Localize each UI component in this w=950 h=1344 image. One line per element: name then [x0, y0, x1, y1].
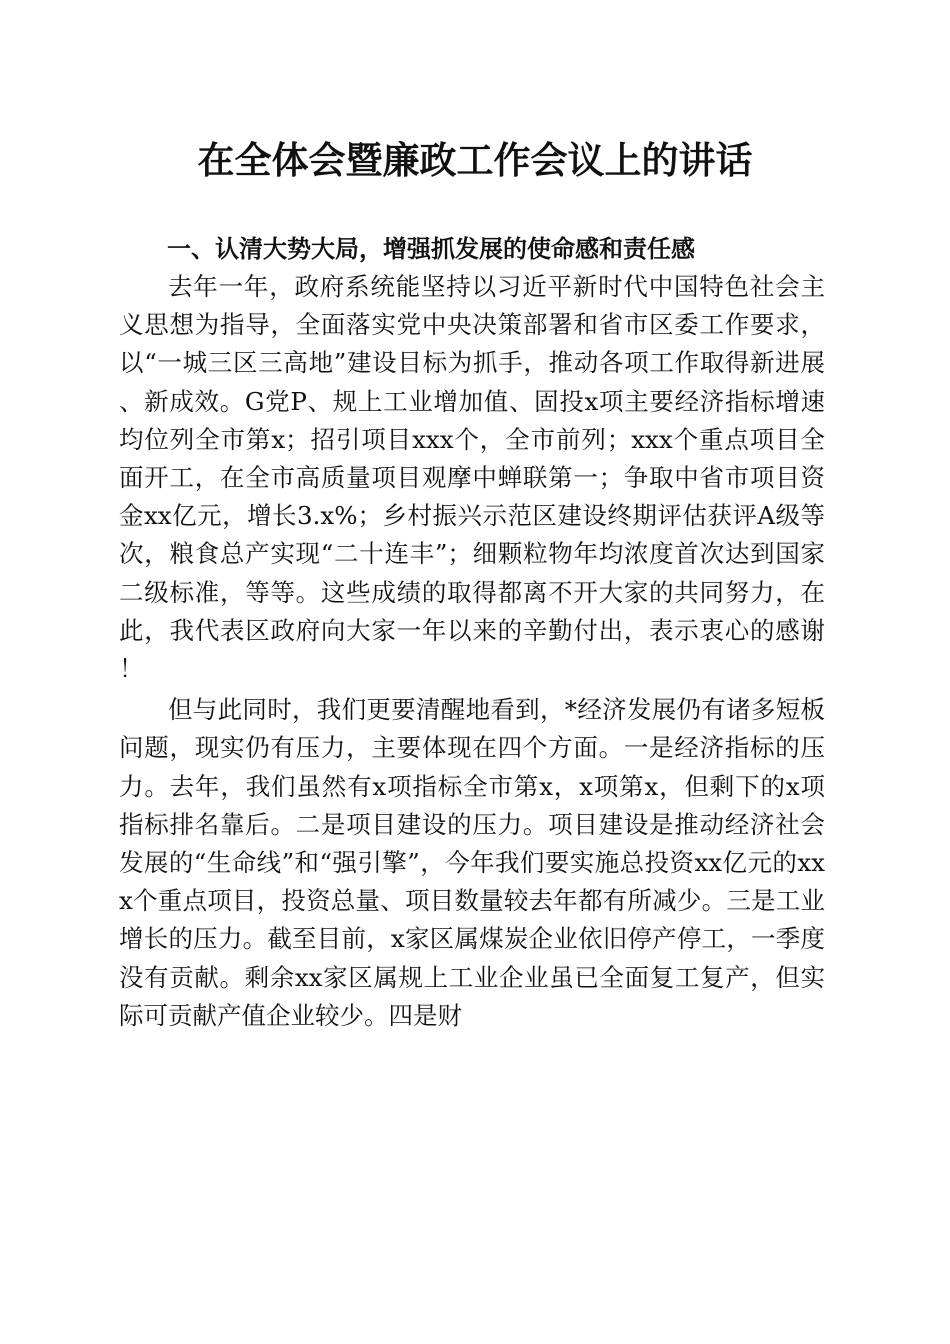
document-body: [119, 230, 825, 1035]
document-title: 在全体会暨廉政工作会议上的讲话: [197, 138, 753, 182]
body-paragraph-2: 但与此同时，我们更要清醒地看到，*经济发展仍有诸多短板问题，现实仍有压力，主要体现在四个方面。一是经济指标的压力。去年，我们虽然有x项指标全市第x，x项第x，但剩下的x项指标排名靠后。二是项目建设的压力。项目建设是推动经济社会发展的“生命线”和“强引擎”，今年我们要实施总投资xx亿元的xxx个重点项目，投资总量、项目数量较去年都有所减少。三是工业增长的压力。截至目前，x家区属煤炭企业依旧停产停工，一季度没有贡献。剩余xx家区属规上工业企业虽已全面复工复产，但实际可贡献产值企业较少。四是财: [119, 695, 825, 1030]
body-paragraph-1: 去年一年，政府系统能坚持以习近平新时代中国特色社会主义思想为指导，全面落实党中央决策部署和省市区委工作要求，以“一城三区三高地”建设目标为抓手，推动各项工作取得新进展、新成效。G党P、规上工业增加值、固投x项主要经济指标增速均位列全市第x；招引项目xxx个，全市前列；xxx个重点项目全面开工，在全市高质量项目观摩中蝉联第一；争取中省市项目资金xx亿元，增长3.x%；乡村振兴示范区建设终期评估获评A级等次，粮食总产实现“二十连丰”；细颗粒物年均浓度首次达到国家二级标准，等等。这些成绩的取得都离不开大家的共同努力，在此，我代表区政府向大家一年以来的辛勤付出，表示衷心的感谢！: [119, 272, 825, 684]
section-heading: 一、认清大势大局，增强抓发展的使命感和责任感: [167, 235, 695, 263]
